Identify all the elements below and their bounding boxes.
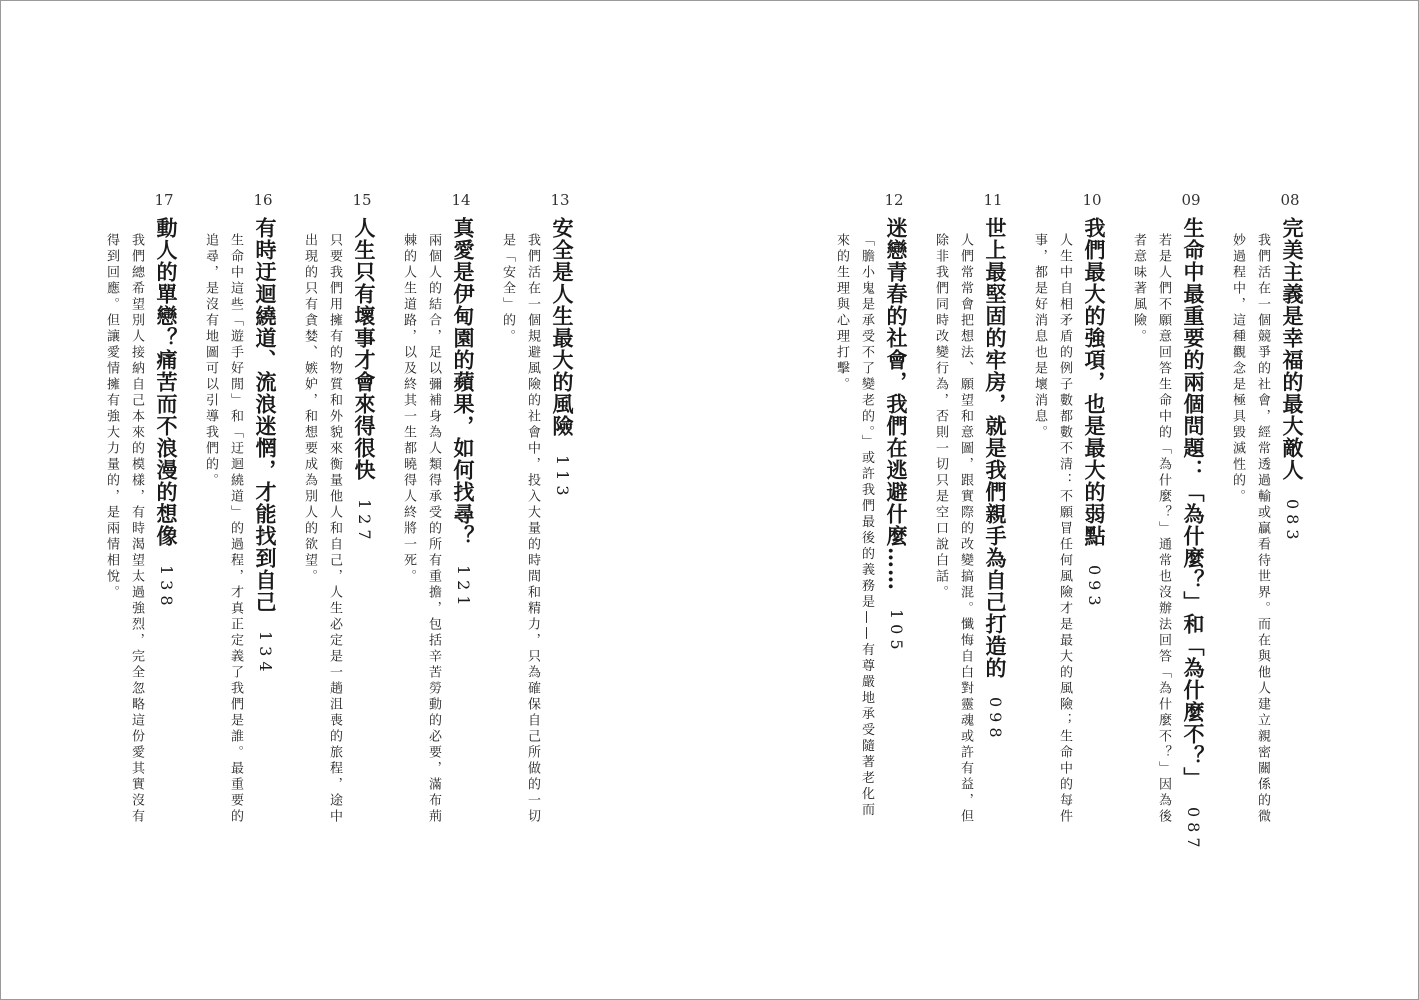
entry-description: 人生中自相矛盾的例子數都數不清：不願冒任何風險才是最大的風險；生命中的每件事，都是好消息也是壞消息。 (1032, 233, 1072, 825)
entry-description: 我們活在一個競爭的社會，經常透過輸或贏看待世界。而在與他人建立親密關係的微妙過程中，這種觀念是極具毀滅性的。 (1230, 233, 1270, 825)
entry-number: 11 (983, 191, 1003, 209)
entry-description: 生命中這些「遊手好閒」和「迂迴繞道」的過程，才真正定義了我們是誰。最重要的追尋，是沒有地圖可以引導我們的。 (203, 233, 243, 825)
entry-description: 人們常常會把想法、願望和意圖，跟實際的改變搞混。懺悔自白對靈魂或許有益，但除非我們同時改變行為，否則一切只是空口說白話。 (933, 233, 973, 825)
entry-title[interactable]: 我們最大的強項，也是最大的弱點093 (1082, 217, 1107, 611)
entry-title[interactable]: 世上最堅固的牢房，就是我們親手為自己打造的098 (983, 217, 1008, 743)
entry-number: 08 (1280, 191, 1300, 209)
page-number: 113 (553, 455, 572, 501)
entry-title[interactable]: 人生只有壞事才會來得很快127 (352, 217, 377, 545)
entry-title[interactable]: 有時迂迴繞道、流浪迷惘，才能找到自己134 (253, 217, 278, 677)
page-number: 138 (157, 565, 176, 611)
page-number: 083 (1283, 499, 1302, 545)
entry-description: 若是人們不願意回答生命中的「為什麼？」通常也沒辦法回答「為什麼不？」因為後者意味著風險。 (1131, 233, 1171, 825)
entry-description: 我們總希望別人接納自己本來的模樣，有時渴望太過強烈，完全忽略這份愛其實沒有得到回應。但讓愛情擁有強大力量的，是兩情相悅。 (104, 233, 144, 825)
page-number: 121 (454, 565, 473, 611)
entry-number: 15 (352, 191, 372, 209)
entry-number: 16 (253, 191, 273, 209)
page-number: 093 (1085, 565, 1104, 611)
page-number: 127 (355, 499, 374, 545)
entry-title[interactable]: 安全是人生最大的風險113 (550, 217, 575, 501)
entry-number: 14 (451, 191, 471, 209)
page-number: 098 (986, 697, 1005, 743)
left-page (91, 191, 591, 911)
entry-description: 我們活在一個規避風險的社會中，投入大量的時間和精力，只為確保自己所做的一切是「安全」的。 (500, 233, 540, 825)
entry-title[interactable]: 動人的單戀？痛苦而不浪漫的想像138 (154, 217, 179, 611)
entry-number: 09 (1181, 191, 1201, 209)
page-number: 134 (256, 631, 275, 677)
right-page (821, 191, 1305, 911)
page-number: 087 (1184, 807, 1203, 853)
entry-description: 只要我們用擁有的物質和外貌來衡量他人和自己，人生必定是一趟沮喪的旅程，途中出現的只有貪婪、嫉妒，和想要成為別人的欲望。 (302, 233, 342, 825)
entry-number: 10 (1082, 191, 1102, 209)
entry-title[interactable]: 真愛是伊甸園的蘋果，如何找尋？121 (451, 217, 476, 611)
entry-title[interactable]: 完美主義是幸福的最大敵人083 (1280, 217, 1305, 545)
page-number: 105 (887, 609, 906, 655)
entry-title[interactable]: 生命中最重要的兩個問題：「為什麼？」和「為什麼不？」087 (1181, 217, 1206, 853)
entry-description: 「膽小鬼是承受不了變老的。」或許我們最後的義務是——有尊嚴地承受隨著老化而來的生理與心理打擊。 (834, 233, 874, 819)
entry-number: 12 (884, 191, 904, 209)
entry-description: 兩個人的結合，足以彌補身為人類得承受的所有重擔，包括辛苦勞動的必要，滿布荊棘的人生道路，以及終其一生都曉得人終將一死。 (401, 233, 441, 825)
entry-title[interactable]: 迷戀青春的社會，我們在逃避什麼……105 (884, 217, 909, 655)
entry-number: 17 (154, 191, 174, 209)
entry-number: 13 (550, 191, 570, 209)
